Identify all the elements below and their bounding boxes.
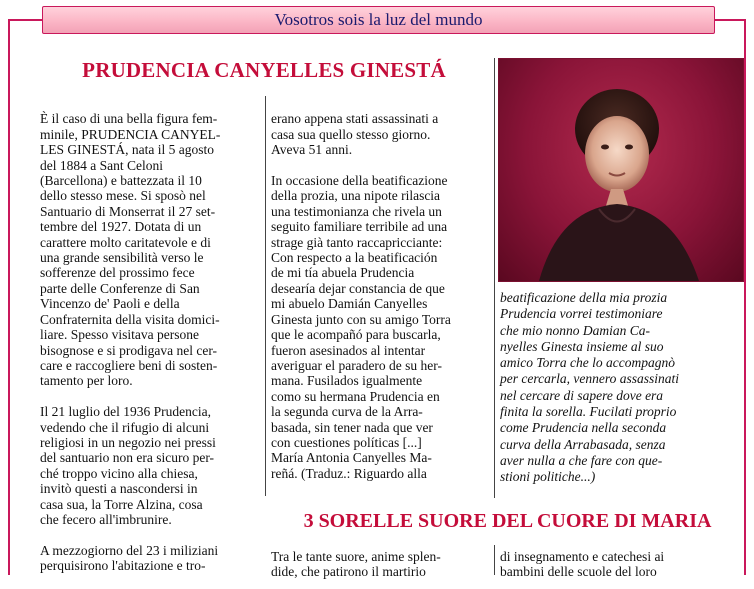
article-column-1 bbox=[40, 96, 260, 589]
header-title: Vosotros sois la luz del mundo bbox=[274, 10, 483, 29]
frame-right-line bbox=[744, 19, 746, 575]
page-header bbox=[42, 6, 715, 34]
paragraph: A mezzogiorno del 23 i miliziani perquisirono l'abitazione e tro- bbox=[40, 542, 219, 574]
frame-left-line bbox=[8, 19, 10, 575]
column-divider bbox=[265, 96, 266, 496]
column-divider bbox=[494, 545, 495, 575]
paragraph: erano appena stati assassinati a casa sua quello stesso giorno. Aveva 51 anni. bbox=[271, 111, 439, 158]
paragraph: È il caso di una bella figura fem- minile, PRUDENCIA CANYEL- LES GINESTÁ, nata il 5 agosto del 1884 a Sant Celoni (Barcellona) e battezzata il 10 dello stesso mese. Si sposò nel Santuario di Monserrat il 27 set- tembre del 1927. Dotata di un carattere molto caritatevole e di una grande sensibilità verso le sofferenze del prossimo fece parte delle Conferenze di San Vincenzo de' Paoli e della Confraternita della visita domici- liare. Spesso visitava persone bisognose e si prodigava nel cer- care e raccogliere beni di sosten- tamento per loro. bbox=[40, 111, 221, 389]
article-column-2 bbox=[271, 96, 489, 497]
article2-column-2: di insegnamento e catechesi ai bambini delle scuole del loro bbox=[500, 549, 665, 580]
paragraph: In occasione della beatificazione della prozia, una nipote rilascia una testimonianza che rivela un seguito familiare terribile ad una strage già tanto raccapricciante: Con respecto a la beatificación de mi tía abuela Prudencia desearía dejar constancia de que mi abuelo Damián Canyelles Ginesta junto con su amigo Torra que le acompañó para buscarla, fueron asesinados al intentar averiguar el paradero de su her- mana. Fusilados igualmente como su hermana Prudencia en la segunda curva de la Arra- basada, sin tener nada que ver con cuestiones políticas [...] María Antonia Canyelles Ma- reñá. (Traduz.: Riguardo alla bbox=[271, 173, 451, 481]
portrait-photo bbox=[498, 58, 744, 282]
translation-column: beatificazione della mia prozia Prudencia vorrei testimoniare che mio nonno Damian Ca- nyelles Ginesta insieme al suo amico Torra che lo accompagnò per cercarla, vennero assassinati nel cercare di sapere dove era finita la sorella. Fucilati proprio come Prudencia nella seconda curva della Arrabasada, senza aver nulla a che fare con que- stioni politiche...) bbox=[500, 290, 679, 485]
frame-top-right-line bbox=[713, 19, 746, 21]
article-title: PRUDENCIA CANYELLES GINESTÁ bbox=[82, 58, 446, 82]
portrait-image bbox=[499, 59, 743, 281]
article2-column-1: Tra le tante suore, anime splen- dide, che patirono il martirio bbox=[271, 549, 441, 580]
article-title-2: 3 SORELLE SUORE DEL CUORE DI MARIA bbox=[303, 510, 712, 532]
column-divider bbox=[494, 58, 495, 498]
frame-top-left-line bbox=[8, 19, 42, 21]
paragraph: Il 21 luglio del 1936 Prudencia, vedendo che il rifugio di alcuni religiosi in un negozio nei pressi del santuario non era sicuro per- ché troppo vicino alla chiesa, invitò questi a nascondersi in casa sua, la Torre Alzina, cosa che fecero all'imbrunire. bbox=[40, 404, 216, 527]
